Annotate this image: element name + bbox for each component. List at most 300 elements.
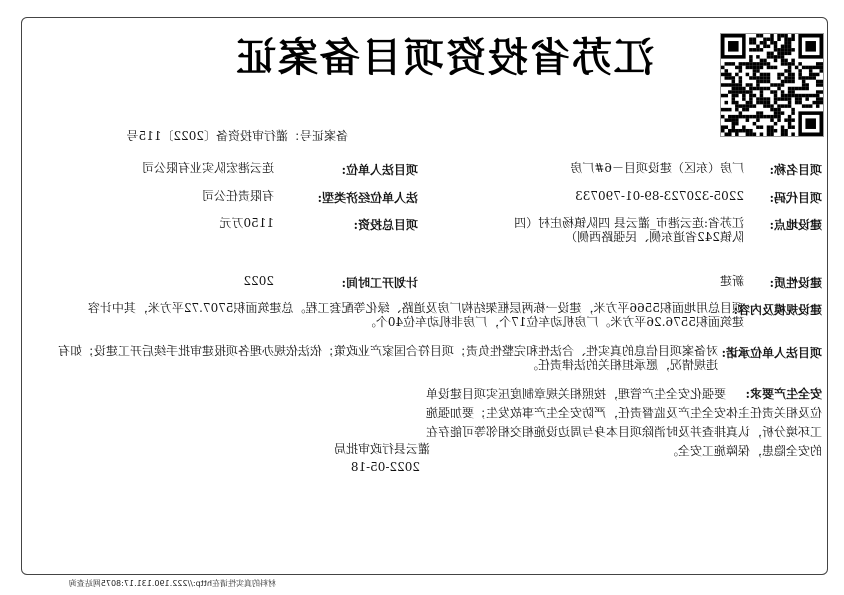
qr-module <box>774 66 778 70</box>
qr-module <box>728 115 732 119</box>
qr-module <box>795 97 799 101</box>
qr-module <box>725 118 729 122</box>
qr-module <box>812 76 816 80</box>
qr-module <box>770 129 774 133</box>
qr-module <box>777 111 781 115</box>
qr-module <box>739 115 743 119</box>
qr-module <box>753 73 757 77</box>
qr-module <box>788 52 792 56</box>
scale-label: 建设规模及内容: <box>733 303 822 317</box>
certificate-number: 备案证号：灌行审投资备〔2022〕115号 <box>126 129 348 143</box>
qr-module <box>781 48 785 52</box>
qr-module <box>756 45 760 49</box>
qr-module <box>739 66 743 70</box>
qr-module <box>763 38 767 42</box>
qr-module <box>746 104 750 108</box>
qr-module <box>753 76 757 80</box>
total-investment-value: 1150万元 <box>219 216 274 230</box>
qr-module <box>795 101 799 105</box>
qr-module <box>774 129 778 133</box>
qr-module <box>774 122 778 126</box>
qr-module <box>760 48 764 52</box>
qr-module <box>746 83 750 87</box>
qr-module <box>735 122 739 126</box>
qr-module <box>725 62 729 66</box>
qr-module <box>788 125 792 129</box>
qr-module <box>760 41 764 45</box>
qr-module <box>791 108 795 112</box>
qr-module <box>788 45 792 49</box>
qr-module <box>735 66 739 70</box>
qr-module <box>788 48 792 52</box>
qr-module <box>721 115 725 119</box>
qr-module <box>805 97 809 101</box>
qr-module <box>763 115 767 119</box>
qr-module <box>732 90 736 94</box>
total-investment-label: 项目总投资: <box>353 218 418 232</box>
qr-module <box>746 62 750 66</box>
qr-module <box>749 101 753 105</box>
qr-module <box>732 94 736 98</box>
qr-module <box>802 83 806 87</box>
qr-module <box>735 132 739 136</box>
qr-module <box>809 73 813 77</box>
qr-module <box>742 90 746 94</box>
certificate-title: 江苏省投资项目备案证 <box>234 35 654 81</box>
qr-module <box>763 59 767 63</box>
qr-module <box>774 83 778 87</box>
qr-module <box>767 66 771 70</box>
qr-module <box>753 38 757 42</box>
qr-module <box>735 115 739 119</box>
certificate-border <box>21 17 828 575</box>
qr-module <box>749 115 753 119</box>
qr-module <box>791 80 795 84</box>
qr-module <box>725 69 729 73</box>
qr-module <box>753 41 757 45</box>
qr-module <box>805 66 809 70</box>
qr-module <box>798 62 802 66</box>
qr-module <box>760 34 764 38</box>
qr-module <box>770 52 774 56</box>
qr-module <box>760 59 764 63</box>
qr-module <box>728 73 732 77</box>
qr-module <box>760 87 764 91</box>
qr-module <box>777 52 781 56</box>
qr-module <box>819 97 823 101</box>
qr-module <box>732 62 736 66</box>
qr-module <box>746 115 750 119</box>
qr-module <box>728 118 732 122</box>
qr-module <box>774 97 778 101</box>
qr-module <box>819 90 823 94</box>
qr-module <box>809 69 813 73</box>
qr-module <box>763 104 767 108</box>
economic-type-label: 法人单位经济类型: <box>317 191 418 205</box>
qr-module <box>756 66 760 70</box>
qr-module <box>760 115 764 119</box>
qr-module <box>788 90 792 94</box>
qr-module <box>784 104 788 108</box>
qr-module <box>781 111 785 115</box>
qr-module <box>809 66 813 70</box>
qr-module <box>763 80 767 84</box>
qr-module <box>753 62 757 66</box>
qr-module <box>816 101 820 105</box>
qr-module <box>728 83 732 87</box>
qr-module <box>816 94 820 98</box>
qr-module <box>770 90 774 94</box>
safety-value: 要强化安全生产管理，按照相关规章制度压实项目建设单位及相关责任主体安全生产及监督责任，严防安全生产事故发生；要加强施工环境分析，认真排查并及时消除项目本身与周边设施相交相邻等可能存在的安全隐患，保障施工安全。 <box>425 387 822 458</box>
qr-module <box>791 62 795 66</box>
qr-module <box>802 87 806 91</box>
qr-module <box>781 34 785 38</box>
qr-module <box>774 108 778 112</box>
qr-module <box>756 125 760 129</box>
start-time-label: 计划开工时间: <box>341 276 418 290</box>
qr-module <box>732 87 736 91</box>
qr-module <box>781 55 785 59</box>
qr-module <box>777 115 781 119</box>
qr-module <box>788 73 792 77</box>
qr-module <box>746 101 750 105</box>
qr-module <box>798 87 802 91</box>
qr-module <box>816 83 820 87</box>
qr-module <box>816 97 820 101</box>
qr-module <box>721 94 725 98</box>
qr-module <box>784 129 788 133</box>
qr-module <box>767 73 771 77</box>
qr-module <box>753 132 757 136</box>
qr-module <box>770 66 774 70</box>
qr-module <box>791 94 795 98</box>
qr-module <box>732 76 736 80</box>
qr-module <box>767 80 771 84</box>
qr-module <box>742 97 746 101</box>
qr-module <box>774 59 778 63</box>
qr-module <box>770 83 774 87</box>
qr-module <box>774 111 778 115</box>
qr-module <box>749 55 753 59</box>
qr-code-icon <box>720 33 824 137</box>
qr-module <box>756 80 760 84</box>
nature-label: 建设性质: <box>769 276 822 290</box>
qr-module <box>763 73 767 77</box>
qr-module <box>749 97 753 101</box>
qr-module <box>802 94 806 98</box>
qr-module <box>819 83 823 87</box>
qr-module <box>784 34 788 38</box>
qr-module <box>767 129 771 133</box>
qr-module <box>760 97 764 101</box>
qr-module <box>760 125 764 129</box>
qr-module <box>795 66 799 70</box>
qr-module <box>816 73 820 77</box>
qr-module <box>756 101 760 105</box>
qr-module <box>749 132 753 136</box>
qr-module <box>798 69 802 73</box>
qr-module <box>781 132 785 136</box>
qr-module <box>760 66 764 70</box>
qr-module <box>767 62 771 66</box>
qr-module <box>760 94 764 98</box>
qr-module <box>809 94 813 98</box>
qr-module <box>788 66 792 70</box>
qr-module <box>767 101 771 105</box>
qr-module <box>781 94 785 98</box>
qr-module <box>788 38 792 42</box>
qr-module <box>753 48 757 52</box>
qr-module <box>795 87 799 91</box>
qr-module <box>739 83 743 87</box>
qr-module <box>725 73 729 77</box>
qr-module <box>749 59 753 63</box>
qr-module <box>756 34 760 38</box>
qr-module <box>777 73 781 77</box>
qr-module <box>746 118 750 122</box>
qr-module <box>760 90 764 94</box>
qr-module <box>784 76 788 80</box>
qr-module <box>791 48 795 52</box>
qr-module <box>770 38 774 42</box>
legal-unit-label: 项目法人单位: <box>341 163 418 177</box>
qr-module <box>749 87 753 91</box>
qr-module <box>767 115 771 119</box>
qr-module <box>742 104 746 108</box>
qr-module <box>728 76 732 80</box>
qr-module <box>753 87 757 91</box>
qr-module <box>784 59 788 63</box>
qr-module <box>721 125 725 129</box>
qr-module <box>739 87 743 91</box>
qr-module <box>784 62 788 66</box>
qr-module <box>791 34 795 38</box>
qr-module <box>760 101 764 105</box>
qr-module <box>763 101 767 105</box>
qr-module <box>735 83 739 87</box>
qr-module <box>777 118 781 122</box>
qr-module <box>798 101 802 105</box>
qr-module <box>819 66 823 70</box>
qr-module <box>749 83 753 87</box>
qr-module <box>777 83 781 87</box>
qr-finder-pattern <box>805 41 816 52</box>
qr-module <box>777 104 781 108</box>
qr-module <box>777 38 781 42</box>
nature-value: 新建 <box>719 274 744 288</box>
qr-module <box>739 62 743 66</box>
qr-module <box>725 76 729 80</box>
qr-module <box>756 97 760 101</box>
qr-module <box>749 38 753 42</box>
qr-module <box>791 132 795 136</box>
qr-module <box>732 97 736 101</box>
qr-module <box>767 97 771 101</box>
qr-module <box>760 132 764 136</box>
qr-module <box>749 48 753 52</box>
qr-module <box>749 62 753 66</box>
qr-module <box>735 73 739 77</box>
qr-module <box>760 111 764 115</box>
qr-module <box>777 48 781 52</box>
qr-finder-pattern <box>805 118 816 129</box>
qr-module <box>788 87 792 91</box>
qr-module <box>753 66 757 70</box>
qr-module <box>721 108 725 112</box>
qr-module <box>728 129 732 133</box>
qr-module <box>805 87 809 91</box>
qr-module <box>732 122 736 126</box>
qr-module <box>756 87 760 91</box>
qr-module <box>732 115 736 119</box>
qr-module <box>760 76 764 80</box>
location-label: 建设地点: <box>769 218 822 232</box>
qr-module <box>788 76 792 80</box>
qr-module <box>721 73 725 77</box>
qr-module <box>788 94 792 98</box>
qr-module <box>788 41 792 45</box>
qr-module <box>739 76 743 80</box>
qr-module <box>767 104 771 108</box>
start-time-value: 2022 <box>243 274 274 288</box>
qr-module <box>819 62 823 66</box>
project-code-value: 2205-320723-89-01-790733 <box>575 189 744 203</box>
qr-module <box>788 104 792 108</box>
qr-module <box>756 62 760 66</box>
qr-module <box>732 125 736 129</box>
qr-module <box>739 129 743 133</box>
qr-module <box>767 87 771 91</box>
qr-module <box>816 62 820 66</box>
qr-module <box>798 94 802 98</box>
qr-module <box>816 90 820 94</box>
qr-module <box>802 66 806 70</box>
qr-module <box>739 111 743 115</box>
qr-module <box>735 104 739 108</box>
qr-module <box>788 69 792 73</box>
qr-module <box>725 125 729 129</box>
qr-module <box>784 48 788 52</box>
qr-module <box>763 76 767 80</box>
qr-module <box>728 90 732 94</box>
qr-module <box>739 69 743 73</box>
qr-module <box>760 80 764 84</box>
qr-module <box>788 62 792 66</box>
qr-module <box>770 104 774 108</box>
qr-module <box>725 108 729 112</box>
qr-module <box>728 62 732 66</box>
qr-module <box>746 90 750 94</box>
qr-module <box>753 69 757 73</box>
qr-module <box>742 115 746 119</box>
qr-module <box>791 90 795 94</box>
qr-module <box>763 45 767 49</box>
qr-module <box>746 129 750 133</box>
qr-module <box>788 80 792 84</box>
qr-module <box>777 76 781 80</box>
qr-module <box>742 62 746 66</box>
qr-module <box>735 101 739 105</box>
qr-module <box>756 69 760 73</box>
qr-module <box>784 97 788 101</box>
qr-module <box>767 55 771 59</box>
project-code-label: 项目代码: <box>769 191 822 205</box>
qr-module <box>725 94 729 98</box>
qr-module <box>819 101 823 105</box>
commitment-label: 项目法人单位承诺: <box>721 346 822 360</box>
qr-module <box>791 87 795 91</box>
qr-module <box>770 41 774 45</box>
qr-module <box>739 104 743 108</box>
qr-module <box>767 125 771 129</box>
qr-module <box>767 76 771 80</box>
qr-module <box>767 132 771 136</box>
qr-module <box>774 41 778 45</box>
qr-module <box>777 87 781 91</box>
qr-module <box>781 104 785 108</box>
qr-module <box>788 122 792 126</box>
safety-label: 安全生产要求: <box>745 387 822 401</box>
issuing-authority: 灌云县行政审批局 <box>333 442 430 456</box>
qr-module <box>732 129 736 133</box>
qr-module <box>742 108 746 112</box>
qr-module <box>777 97 781 101</box>
qr-module <box>770 118 774 122</box>
qr-module <box>749 104 753 108</box>
qr-module <box>791 59 795 63</box>
qr-module <box>812 66 816 70</box>
qr-module <box>791 76 795 80</box>
qr-module <box>770 115 774 119</box>
qr-module <box>784 118 788 122</box>
qr-module <box>756 55 760 59</box>
qr-module <box>725 132 729 136</box>
qr-module <box>735 118 739 122</box>
qr-module <box>784 45 788 49</box>
qr-module <box>781 73 785 77</box>
qr-module <box>781 45 785 49</box>
qr-module <box>805 94 809 98</box>
qr-module <box>798 97 802 101</box>
qr-module <box>788 101 792 105</box>
qr-module <box>721 83 725 87</box>
economic-type-value: 有限责任公司 <box>201 189 274 203</box>
qr-module <box>732 80 736 84</box>
qr-module <box>777 34 781 38</box>
qr-module <box>753 115 757 119</box>
qr-module <box>784 132 788 136</box>
qr-module <box>735 90 739 94</box>
qr-module <box>788 118 792 122</box>
qr-module <box>753 104 757 108</box>
qr-module <box>739 80 743 84</box>
qr-module <box>788 115 792 119</box>
qr-module <box>746 73 750 77</box>
qr-module <box>816 80 820 84</box>
qr-module <box>746 108 750 112</box>
qr-module <box>791 125 795 129</box>
qr-module <box>725 101 729 105</box>
qr-module <box>749 90 753 94</box>
qr-module <box>784 41 788 45</box>
qr-module <box>816 104 820 108</box>
commitment-value: 对备案项目信息的真实性、合法性和完整性负责；项目符合国家产业政策；依法依规办理各项报建审批手续后开工建设；如有违规情况，愿承担相关的法律责任。 <box>57 344 718 372</box>
qr-module <box>756 111 760 115</box>
qr-module <box>732 101 736 105</box>
qr-module <box>732 118 736 122</box>
qr-module <box>781 125 785 129</box>
qr-module <box>770 132 774 136</box>
